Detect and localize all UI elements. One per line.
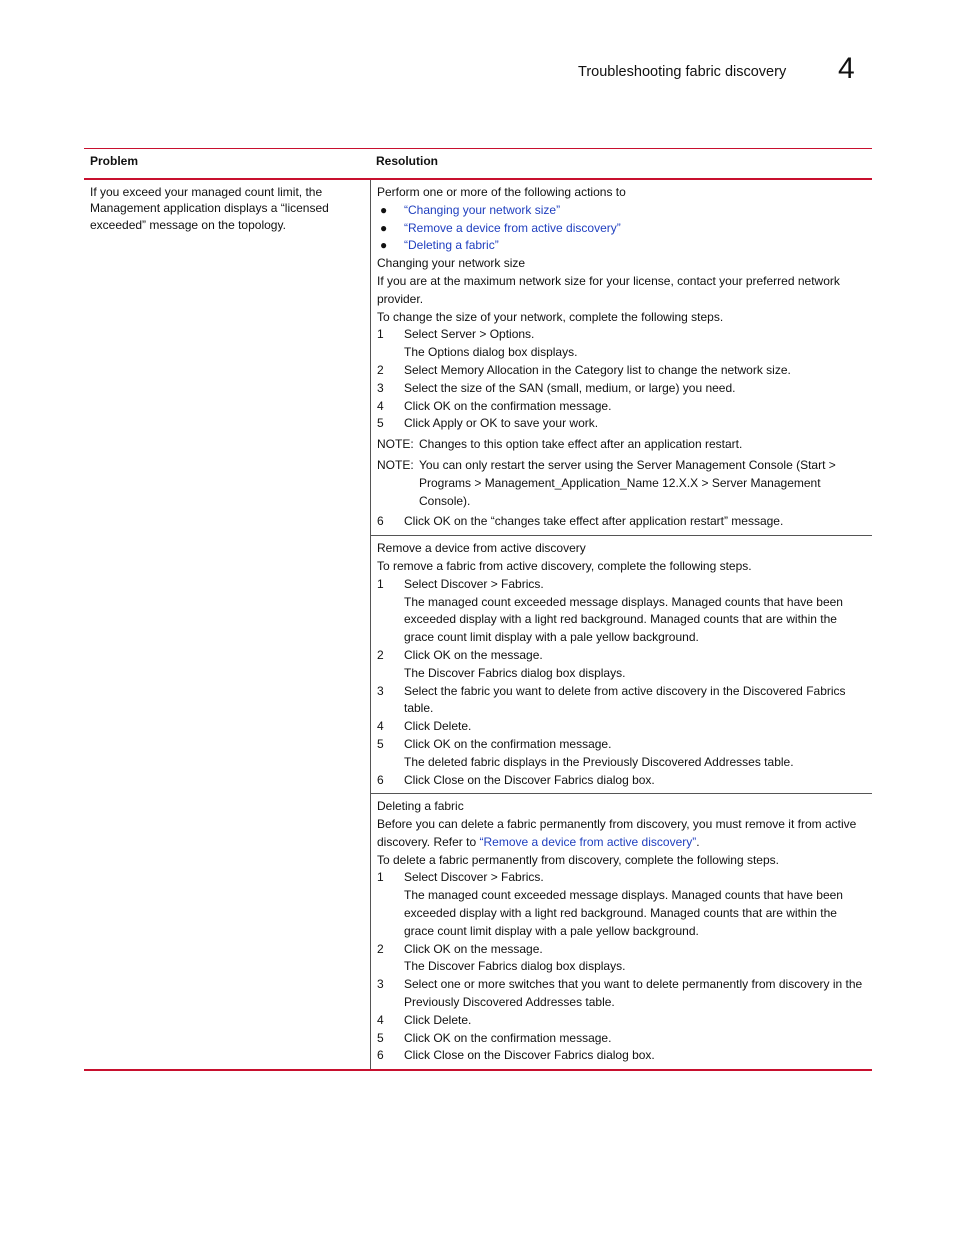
step [377,326,868,344]
bullet-icon: ● [380,238,388,253]
step-number: 5 [377,1030,384,1045]
step-number: 3 [377,977,384,992]
step [377,398,868,416]
step-text: Click OK on the message. [404,941,543,956]
note [377,436,868,454]
paragraph: To delete a fabric permanently from discovery, complete the following steps. [377,852,779,867]
step-number: 2 [377,647,384,662]
table-header-row [84,149,872,180]
step-detail: The deleted fabric displays in the Previously Discovered Addresses table. [404,754,794,769]
step [377,772,868,790]
step-number: 4 [377,1012,384,1027]
note-label: NOTE: [377,437,414,452]
step-number: 2 [377,362,384,377]
step-number: 3 [377,683,384,698]
step-text: Click OK on the confirmation message. [404,1030,612,1045]
resolution-column [371,180,872,1069]
step-number: 3 [377,380,384,395]
resolution-section-remove-device [371,535,872,793]
step-text: Click OK on the “changes take effect after application restart” message. [404,514,784,529]
paragraph [377,816,868,852]
resolution-section-network-size [371,180,872,535]
step [377,1030,868,1048]
step-text: Select Discover > Fabrics. [404,576,544,591]
table-body [84,180,872,1069]
intro-text: Perform one or more of the following actions to [377,185,626,199]
step-detail: The Discover Fabrics dialog box displays. [404,959,626,974]
note-text: You can only restart the server using the Server Management Console (Start > Programs > Management_Application_Name 12.X.X > Server Management Console). [419,457,836,508]
list-item[interactable] [377,237,868,255]
step-number: 1 [377,870,384,885]
step-text: Click OK on the confirmation message. [404,398,612,413]
link-deleting-fabric[interactable]: “Deleting a fabric” [404,238,499,253]
step-number: 6 [377,772,384,787]
step [377,513,868,531]
step [377,1047,868,1065]
step-number: 6 [377,514,384,529]
column-divider [370,180,371,1069]
link-changing-network-size[interactable]: “Changing your network size” [404,202,561,217]
section-title: Remove a device from active discovery [377,541,586,556]
step-text: Click OK on the message. [404,647,543,662]
step-text: Select Discover > Fabrics. [404,870,544,885]
step-detail: The Discover Fabrics dialog box displays. [404,665,626,680]
note-label: NOTE: [377,457,414,472]
step [377,869,868,887]
step-text: Click Close on the Discover Fabrics dialog box. [404,772,655,787]
note [377,457,868,510]
resolution-section-deleting-fabric [371,793,872,1069]
step-detail: The Options dialog box displays. [404,345,578,360]
step-text: Select the size of the SAN (small, medium, or large) you need. [404,380,736,395]
chapter-number: 4 [838,52,855,85]
section-title: Changing your network size [377,256,526,271]
link-remove-device-crossref[interactable]: “Remove a device from active discovery” [479,834,697,849]
step-number: 2 [377,941,384,956]
step-text: Select the fabric you want to delete from active discovery in the Discovered Fabrics table. [404,683,846,716]
page-header-title: Troubleshooting fabric discovery [578,64,787,80]
paragraph: If you are at the maximum network size for your license, contact your preferred network provider. [377,273,840,306]
bullet-icon: ● [380,202,388,217]
paragraph: To remove a fabric from active discovery, complete the following steps. [377,558,752,573]
list-item[interactable] [377,202,868,220]
step-text: Select one or more switches that you want to delete permanently from discovery in the Previously Discovered Addresses table. [404,977,863,1010]
list-item[interactable] [377,220,868,238]
step-text: Click Delete. [404,1012,472,1027]
column-header-problem: Problem [90,154,139,168]
step-text: Click OK on the confirmation message. [404,736,612,751]
step-number: 5 [377,736,384,751]
step-detail: The managed count exceeded message displays. Managed counts that have been exceeded display with a light red background. Managed counts that are within the grace count limit display with a pale yellow background. [404,594,843,645]
step-number: 6 [377,1048,384,1063]
problem-cell: If you exceed your managed count limit, the Management application displays a “licensed exceeded” message on the topology. [90,185,329,232]
step-detail: The managed count exceeded message displays. Managed counts that have been exceeded display with a light red background. Managed counts that are within the grace count limit display with a pale yellow background. [404,888,843,938]
link-remove-device[interactable]: “Remove a device from active discovery” [404,220,621,235]
step [377,976,868,1012]
step-text: Click Delete. [404,719,472,734]
step [377,736,868,754]
step-text: Select Memory Allocation in the Category list to change the network size. [404,362,791,377]
step-number: 1 [377,327,384,342]
step [377,683,868,719]
step-number: 1 [377,576,384,591]
paragraph-end: . [696,834,700,849]
step-text: Click Close on the Discover Fabrics dialog box. [404,1048,655,1063]
step-number: 4 [377,719,384,734]
step-number: 4 [377,398,384,413]
paragraph: To change the size of your network, complete the following steps. [377,309,724,324]
bullet-icon: ● [380,220,388,235]
step-text: Select Server > Options. [404,327,535,342]
step [377,576,868,594]
step [377,415,868,433]
step [377,380,868,398]
paragraph-text: Before you can delete a fabric permanently from discovery, you must remove it from active discovery. Refer to [377,817,857,849]
section-title: Deleting a fabric [377,799,464,814]
troubleshooting-table [84,148,872,1071]
step [377,362,868,380]
step-number: 5 [377,416,384,431]
step [377,647,868,665]
step [377,1012,868,1030]
step [377,718,868,736]
note-text: Changes to this option take effect after an application restart. [419,437,743,452]
step [377,941,868,959]
step-text: Click Apply or OK to save your work. [404,416,599,431]
action-link-list [377,202,868,255]
column-header-resolution: Resolution [376,154,438,168]
